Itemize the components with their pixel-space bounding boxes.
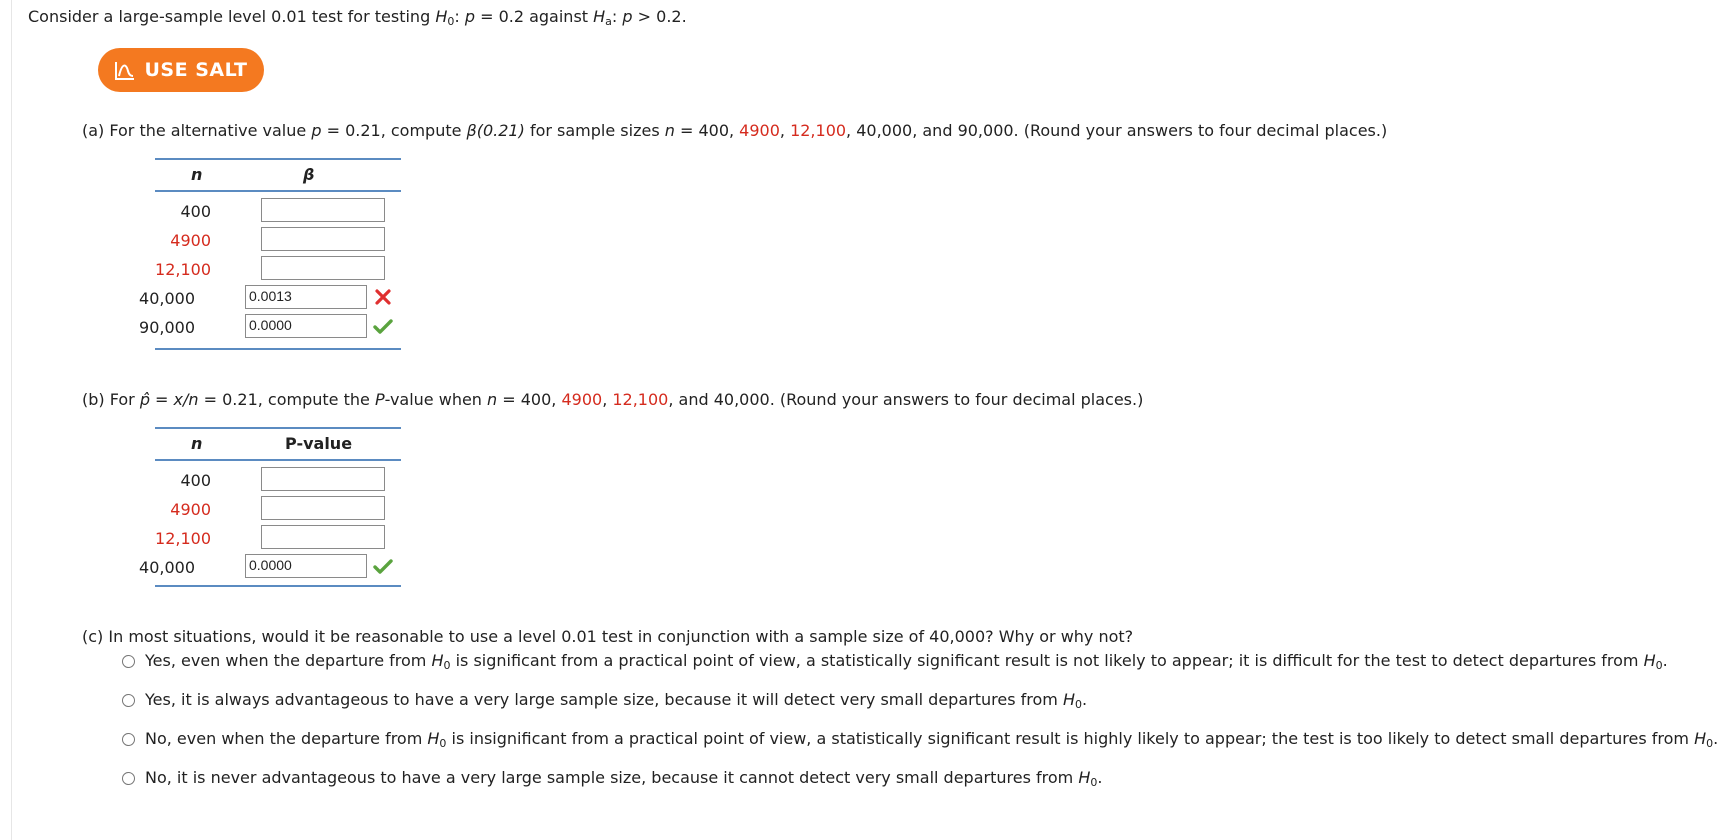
sample-size: 90,000	[139, 318, 195, 337]
col-pvalue-header: P-value	[285, 434, 353, 453]
beta-table-header	[155, 160, 401, 192]
option-text: Yes, even when the departure from $H_0$ is significant from a practical point of view, a statistically significant result is not likely to appear; it is difficult for the test to detect departures from $H_0$.	[145, 651, 1668, 672]
table-row	[139, 554, 401, 582]
sample-size: 4900	[170, 231, 211, 250]
table-row	[139, 285, 401, 313]
option-2[interactable]	[122, 689, 1087, 711]
beta-input-40000[interactable]: 0.0013	[245, 285, 367, 309]
table-row	[155, 496, 401, 524]
col-n-header: n	[191, 165, 203, 184]
pvalue-table-header	[155, 429, 401, 461]
correct-check-icon	[373, 556, 393, 576]
col-n-header: n	[191, 434, 203, 453]
option-text: No, even when the departure from $H_0$ is insignificant from a practical point of view, a statistically significant result is highly likely to appear; the test is too likely to detect small departures from $H_0$.	[145, 729, 1719, 750]
pvalue-input-40000[interactable]: 0.0000	[245, 554, 367, 578]
beta-input-12100[interactable]	[261, 256, 385, 280]
option-1[interactable]	[122, 650, 1668, 672]
option-text: Yes, it is always advantageous to have a very large sample size, because it will detect very small departures from $H_0$.	[145, 690, 1088, 711]
use-salt-label: USE SALT	[144, 59, 248, 81]
col-beta-header: β	[303, 165, 315, 184]
correct-check-icon	[373, 316, 393, 336]
sample-size: 40,000	[139, 558, 195, 577]
pvalue-input-4900[interactable]	[261, 496, 385, 520]
radio-button[interactable]	[122, 772, 135, 785]
incorrect-x-icon	[373, 287, 393, 307]
table-row	[155, 227, 401, 255]
radio-button[interactable]	[122, 694, 135, 707]
salt-chart-icon	[114, 59, 136, 81]
table-row	[139, 314, 401, 342]
table-row	[155, 467, 401, 495]
sample-size: 12,100	[155, 260, 211, 279]
page	[11, 0, 1725, 840]
table-row	[155, 525, 401, 553]
table-row	[155, 198, 401, 226]
part-a-question: (a) For the alternative value p = 0.21, compute β(0.21) for sample sizes n = 400, 4900, 12,100, 40,000, and 90,000. (Round your answers to four decimal places.)	[82, 121, 1388, 140]
sample-size: 40,000	[139, 289, 195, 308]
part-c-question: (c) In most situations, would it be reasonable to use a level 0.01 test in conjunction with a sample size of 40,000? Why or why not?	[82, 627, 1134, 646]
radio-button[interactable]	[122, 733, 135, 746]
pvalue-input-12100[interactable]	[261, 525, 385, 549]
option-4[interactable]	[122, 767, 1102, 789]
table-row	[155, 256, 401, 284]
use-salt-button[interactable]	[98, 48, 264, 92]
option-3[interactable]	[122, 728, 1718, 750]
sample-size: 400	[180, 202, 211, 221]
beta-input-400[interactable]	[261, 198, 385, 222]
pvalue-table	[139, 427, 401, 587]
problem-intro: Consider a large-sample level 0.01 test for testing $H_0$: p = 0.2 against $H_a$: p > 0.2.	[28, 7, 687, 28]
beta-input-90000[interactable]: 0.0000	[245, 314, 367, 338]
radio-button[interactable]	[122, 655, 135, 668]
option-text: No, it is never advantageous to have a very large sample size, because it cannot detect very small departures from $H_0$.	[145, 768, 1103, 789]
sample-size: 12,100	[155, 529, 211, 548]
sample-size: 400	[180, 471, 211, 490]
beta-table	[139, 158, 401, 350]
part-b-question: (b) For p̂ = x/n = 0.21, compute the P-value when n = 400, 4900, 12,100, and 40,000. (Round your answers to four decimal places.)	[82, 390, 1144, 409]
pvalue-input-400[interactable]	[261, 467, 385, 491]
beta-input-4900[interactable]	[261, 227, 385, 251]
sample-size: 4900	[170, 500, 211, 519]
